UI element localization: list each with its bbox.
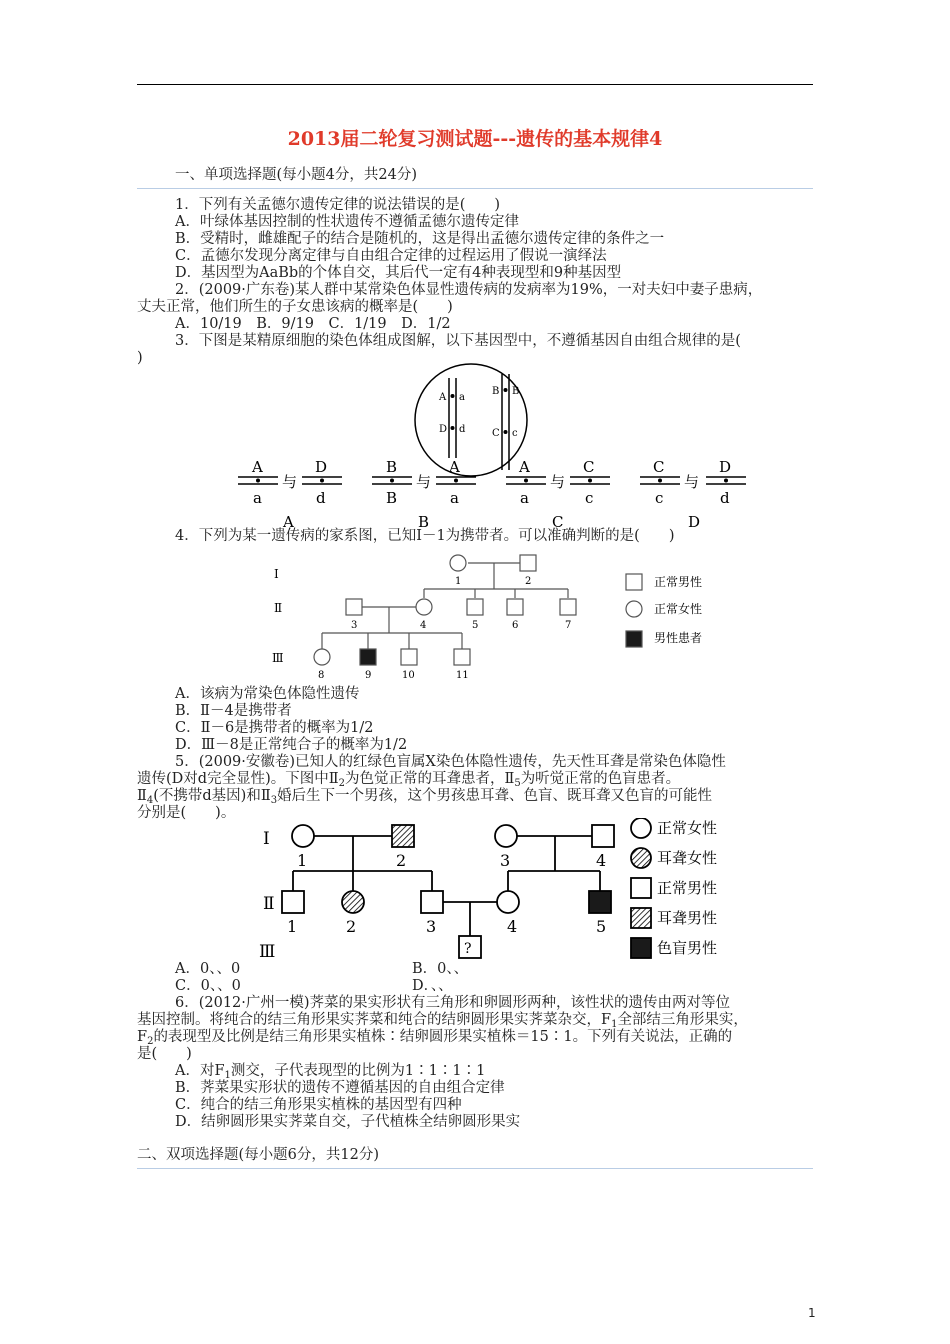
- svg-text:C: C: [583, 458, 595, 476]
- generation-label: Ⅱ: [274, 601, 283, 615]
- svg-text:D: D: [719, 458, 732, 476]
- section1-heading: 一、单项选择题(每小题4分，共24分): [175, 167, 417, 183]
- legend-label: 男性患者: [654, 631, 703, 645]
- q5-pedigree: [255, 818, 735, 966]
- q2-options: A．10/19 B．9/19 C．1/19 D．1/2: [175, 316, 451, 332]
- section2-rule: [137, 1168, 813, 1169]
- option-c-label: C: [552, 513, 564, 531]
- gene-label: a: [459, 392, 465, 403]
- option-c-diagram: [506, 458, 610, 531]
- svg-text:A: A: [449, 458, 460, 476]
- q3-figure: [230, 360, 750, 535]
- option-d-label: D: [688, 513, 701, 531]
- q1-option-d: D．基因型为AaBb的个体自交，其后代一定有4种表现型和9种基因型: [175, 265, 622, 281]
- svg-text:5: 5: [596, 917, 607, 936]
- svg-text:B: B: [386, 458, 398, 476]
- svg-text:A: A: [252, 458, 263, 476]
- generation-label: Ⅰ: [263, 829, 270, 849]
- svg-text:B: B: [386, 489, 398, 507]
- svg-text:a: a: [450, 489, 459, 507]
- legend-label: 耳聋男性: [657, 909, 718, 927]
- gene-label: A: [439, 392, 447, 403]
- q6-option-b: B．荠菜果实形状的遗传不遵循基因的自由组合定律: [175, 1080, 505, 1096]
- q3-stem-line1: 3．下图是某精原细胞的染色体组成图解，以下基因型中，不遵循基因自由组合规律的是(: [175, 333, 741, 349]
- generation-label: Ⅰ: [274, 567, 279, 581]
- gene-label: B: [512, 386, 520, 397]
- q5-option-a: A．0、、0: [175, 961, 241, 977]
- q4-option-a: A．该病为常染色体隐性遗传: [175, 686, 360, 702]
- option-a-diagram: [238, 458, 342, 531]
- legend-label: 正常男性: [657, 879, 718, 897]
- generation-label: Ⅲ: [272, 651, 284, 665]
- q5-stem-line2: 遗传(D对d完全显性)。下图中$Ⅱ_2$为色觉正常的耳聋患者，$Ⅱ_5$为听觉正常的色盲患者。: [137, 771, 681, 789]
- q5-option-d: D．、、: [412, 978, 453, 994]
- q6-option-c: C．纯合的结三角形果实植株的基因型有四种: [175, 1097, 462, 1113]
- svg-text:1: 1: [455, 576, 462, 587]
- svg-text:a: a: [253, 489, 262, 507]
- svg-text:3: 3: [500, 851, 511, 870]
- q4-option-c: C．Ⅱ－6是携带者的概率为1/2: [175, 720, 374, 736]
- svg-text:d: d: [316, 489, 326, 507]
- q1-option-c: C．孟德尔发现分离定律与自由组合定律的过程运用了假说一演绎法: [175, 248, 607, 264]
- svg-text:9: 9: [365, 670, 372, 681]
- legend-label: 色盲男性: [657, 939, 718, 957]
- svg-text:与: 与: [684, 473, 700, 491]
- q1-option-a: A．叶绿体基因控制的性状遗传不遵循孟德尔遗传定律: [175, 214, 519, 230]
- svg-text:10: 10: [402, 670, 415, 681]
- svg-text:8: 8: [318, 670, 325, 681]
- q5-option-c: C．0、、0: [175, 978, 241, 994]
- q6-option-a: A．对$F_1$测交，子代表现型的比例为1∶1∶1∶1: [175, 1063, 486, 1081]
- option-a-label: A: [283, 513, 294, 531]
- cell-outline: [415, 364, 527, 476]
- svg-text:1: 1: [297, 851, 308, 870]
- legend-label: 耳聋女性: [657, 849, 718, 867]
- page-title: 2013届二轮复习测试题---遗传的基本规律4: [287, 128, 663, 150]
- svg-text:a: a: [520, 489, 529, 507]
- unknown-child-label: ?: [464, 941, 472, 957]
- generation-label: Ⅲ: [259, 942, 276, 962]
- q6-stem-line3: $F_2$的表现型及比例是结三角形果实植株∶结卵圆形果实植株＝15∶1。下列有关说法，正确的: [137, 1029, 733, 1047]
- gene-label: D: [439, 424, 448, 435]
- q4-pedigree: [262, 548, 722, 684]
- legend-label: 正常男性: [654, 575, 703, 589]
- q2-stem-line2: 丈夫正常，他们所生的子女患该病的概率是( ): [137, 299, 453, 315]
- svg-text:与: 与: [550, 473, 566, 491]
- option-d-diagram: [640, 458, 746, 531]
- q6-option-d: D．结卵圆形果实荠菜自交，子代植株全结卵圆形果实: [175, 1114, 521, 1130]
- svg-text:11: 11: [456, 670, 469, 681]
- gene-label: d: [459, 424, 466, 435]
- svg-text:2: 2: [396, 851, 407, 870]
- legend-label: 正常女性: [654, 602, 703, 616]
- svg-text:与: 与: [282, 473, 298, 491]
- q5-stem-line3: $Ⅱ_4$(不携带d基因)和$Ⅱ_3$婚后生下一个男孩，这个男孩患耳聋、色盲、既耳聋又色盲的可能性: [137, 788, 713, 806]
- svg-text:7: 7: [565, 620, 572, 631]
- svg-text:3: 3: [351, 620, 358, 631]
- q1-stem: 1．下列有关孟德尔遗传定律的说法错误的是( ): [175, 197, 501, 213]
- q4-option-b: B．Ⅱ－4是携带者: [175, 703, 292, 719]
- gene-label: B: [492, 386, 500, 397]
- option-b-diagram: [372, 458, 476, 531]
- svg-text:1: 1: [287, 917, 298, 936]
- legend-label: 正常女性: [657, 819, 718, 837]
- q3-stem-line2: ): [137, 350, 143, 366]
- svg-text:6: 6: [512, 620, 519, 631]
- section2-heading: 二、双项选择题(每小题6分，共12分): [137, 1147, 379, 1163]
- svg-text:A: A: [519, 458, 530, 476]
- svg-text:2: 2: [525, 576, 532, 587]
- svg-text:c: c: [655, 489, 664, 507]
- section1-rule: [137, 188, 813, 189]
- option-b-label: B: [418, 513, 430, 531]
- q4-option-d: D．Ⅲ－8是正常纯合子的概率为1/2: [175, 737, 408, 753]
- svg-text:5: 5: [472, 620, 479, 631]
- q4-stem: 4．下列为某一遗传病的家系图，已知Ⅰ－1为携带者。可以准确判断的是( ): [175, 528, 675, 544]
- gene-label: c: [512, 428, 518, 439]
- svg-text:d: d: [720, 489, 730, 507]
- svg-text:3: 3: [426, 917, 437, 936]
- gene-label: C: [492, 428, 500, 439]
- svg-text:2: 2: [346, 917, 357, 936]
- q5-stem-line4: 分别是( )。: [137, 805, 236, 821]
- q2-stem-line1: 2．(2009·广东卷)某人群中某常染色体显性遗传病的发病率为19%，一对夫妇中妻子患病，: [175, 282, 763, 298]
- svg-text:4: 4: [596, 851, 607, 870]
- svg-text:D: D: [315, 458, 328, 476]
- q5-option-b: B．0、、: [412, 961, 469, 977]
- generation-label: Ⅱ: [263, 894, 275, 914]
- svg-text:c: c: [585, 489, 594, 507]
- q6-stem-line4: 是( ): [137, 1046, 192, 1062]
- header-rule: [137, 84, 813, 85]
- q6-stem-line2: 基因控制。将纯合的结三角形果实荠菜和纯合的结卵圆形果实荠菜杂交，$F_1$全部结三角形果实，: [137, 1012, 748, 1030]
- svg-text:4: 4: [420, 620, 427, 631]
- q1-option-b: B．受精时，雌雄配子的结合是随机的，这是得出孟德尔遗传定律的条件之一: [175, 231, 665, 247]
- svg-text:与: 与: [416, 473, 432, 491]
- page-number: 1: [808, 1306, 816, 1320]
- q5-stem-line1: 5．(2009·安徽卷)已知人的红绿色盲属X染色体隐性遗传，先天性耳聋是常染色体隐性: [175, 754, 726, 770]
- q6-stem-line1: 6．(2012·广州一模)荠菜的果实形状有三角形和卵圆形两种，该性状的遗传由两对等位: [175, 995, 731, 1011]
- svg-text:C: C: [653, 458, 665, 476]
- svg-text:4: 4: [507, 917, 518, 936]
